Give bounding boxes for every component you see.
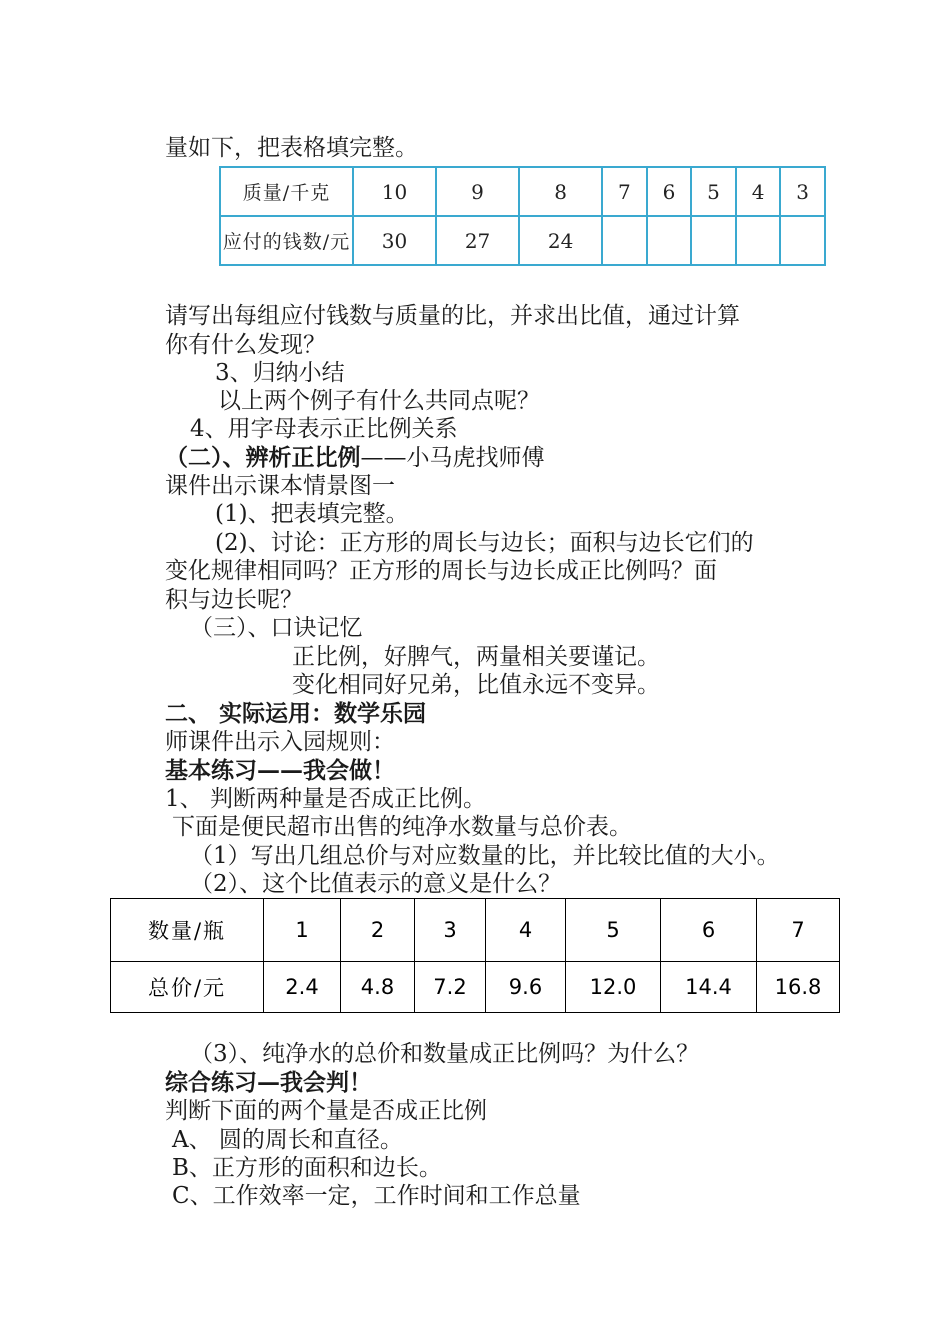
text-line: 1、 判断两种量是否成正比例。 [165, 786, 486, 812]
table-cell [647, 216, 692, 265]
rhyme-line: 正比例，好脾气，两量相关要谨记。 [292, 644, 660, 670]
table-cell: 4.8 [341, 962, 415, 1013]
row-header: 质量/千克 [220, 167, 353, 216]
text-line: 积与边长呢？ [165, 587, 303, 613]
section-heading [165, 700, 426, 728]
table-cell [780, 216, 825, 265]
table-cell: 6 [647, 167, 692, 216]
weight-price-table [219, 166, 826, 266]
text-line: （1）写出几组总价与对应数量的比，并比较比值的大小。 [190, 843, 780, 869]
text-line: （3）、纯净水的总价和数量成正比例吗？为什么？ [190, 1041, 700, 1067]
option-b: B、正方形的面积和边长。 [172, 1155, 442, 1181]
table-cell: 3 [780, 167, 825, 216]
section-heading [165, 444, 545, 472]
text-line: 4、用字母表示正比例关系 [190, 416, 458, 442]
text-line: 课件出示课本情景图一 [165, 473, 395, 499]
table-row [220, 167, 825, 216]
rhyme-line: 变化相同好兄弟，比值永远不变异。 [292, 672, 660, 698]
heading-bold: （二）、辨析正比例 [165, 444, 361, 471]
table-cell: 24 [519, 216, 602, 265]
text-line: 以上两个例子有什么共同点呢？ [218, 388, 540, 414]
text-line: 师课件出示入园规则： [165, 729, 395, 755]
table-cell: 14.4 [661, 962, 757, 1013]
table-cell: 8 [519, 167, 602, 216]
table-cell: 7 [757, 899, 840, 962]
section-heading: 综合练习—我会判！ [165, 1069, 372, 1096]
table-cell: 30 [353, 216, 436, 265]
table-cell [602, 216, 647, 265]
text-line: （三）、口诀记忆 [190, 615, 363, 641]
table-cell: 10 [353, 167, 436, 216]
option-a: A、 圆的周长和直径。 [172, 1127, 403, 1153]
table-cell: 6 [661, 899, 757, 962]
table-cell: 2 [341, 899, 415, 962]
row-header: 总价/元 [111, 962, 264, 1013]
table-cell: 12.0 [566, 962, 661, 1013]
table-row [111, 962, 840, 1013]
text-line: 判断下面的两个量是否成正比例 [165, 1098, 487, 1124]
text-line: 变化规律相同吗？正方形的周长与边长成正比例吗？面 [165, 558, 717, 584]
table-cell: 5 [691, 167, 736, 216]
option-c: C、工作效率一定，工作时间和工作总量 [172, 1183, 581, 1209]
table-cell: 7.2 [415, 962, 486, 1013]
text-line: (2)、讨论：正方形的周长与边长；面积与边长它们的 [215, 530, 754, 556]
water-price-table [110, 898, 840, 1013]
text-line: 你有什么发现？ [165, 332, 326, 358]
text-line: 请写出每组应付钱数与质量的比，并求出比值，通过计算 [165, 303, 740, 329]
heading-prefix: 二、 实际运用： [165, 700, 335, 727]
table-row [111, 899, 840, 962]
table-cell: 4 [486, 899, 566, 962]
table-cell: 3 [415, 899, 486, 962]
text-line: 下面是便民超市出售的纯净水数量与总价表。 [172, 814, 632, 840]
text-line: （2）、这个比值表示的意义是什么？ [190, 871, 562, 897]
table-cell: 9.6 [486, 962, 566, 1013]
table-row [220, 216, 825, 265]
table-cell: 7 [602, 167, 647, 216]
table-cell: 5 [566, 899, 661, 962]
table-cell: 27 [436, 216, 519, 265]
heading-sub: ——小马虎找师傅 [360, 445, 545, 471]
text-line: 量如下，把表格填完整。 [165, 135, 418, 161]
table-cell [691, 216, 736, 265]
section-heading: 基本练习——我会做！ [165, 757, 395, 784]
text-line: (1)、把表填完整。 [215, 501, 409, 527]
text-line: 3、归纳小结 [215, 360, 345, 386]
table-cell: 1 [264, 899, 341, 962]
table-cell [736, 216, 781, 265]
table-cell: 9 [436, 167, 519, 216]
heading-bold: 数学乐园 [334, 700, 427, 727]
table-cell: 2.4 [264, 962, 341, 1013]
table-cell: 4 [736, 167, 781, 216]
row-header: 数量/瓶 [111, 899, 264, 962]
table-cell: 16.8 [757, 962, 840, 1013]
row-header: 应付的钱数/元 [220, 216, 353, 265]
